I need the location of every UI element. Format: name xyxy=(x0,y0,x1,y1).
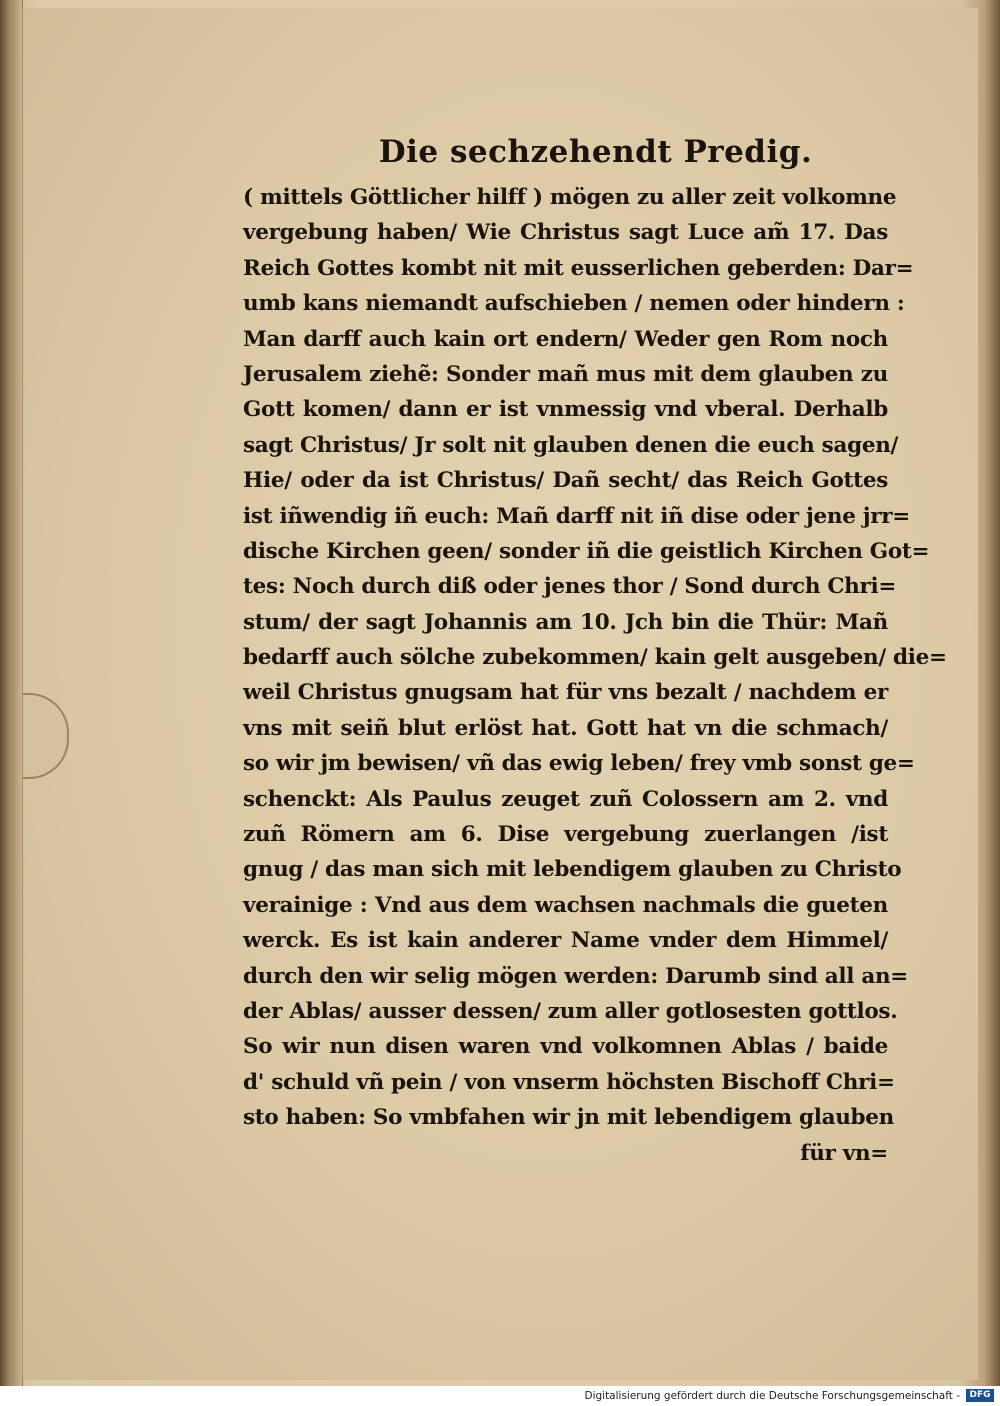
text-line: sto haben: So vmbfahen wir jn mit lebendigem glauben xyxy=(243,1105,894,1131)
text-line: verainige : Vnd aus dem wachsen nachmals die gueten xyxy=(243,892,888,918)
text-line: werck. Es ist kain anderer Name vnder dem Himmel/ xyxy=(243,928,888,954)
text-line: gnug / das man sich mit lebendigem glauben zu Christo xyxy=(243,857,902,883)
text-line: weil Christus gnugsam hat für vns bezalt / nachdem er xyxy=(243,680,888,706)
dfg-logo: DFG xyxy=(966,1389,994,1402)
text-line: stum/ der sagt Johannis am 10. Jch bin die Thür: Mañ xyxy=(243,609,888,635)
text-line: so wir jm bewisen/ vñ das ewig leben/ frey vmb sonst ge= xyxy=(243,751,915,777)
page-title: Die sechzehendt Predig. xyxy=(378,134,813,170)
text-line: durch den wir selig mögen werden: Darumb sind all an= xyxy=(243,963,909,989)
footer-bar xyxy=(0,1386,1000,1406)
text-line: für vn= xyxy=(800,1140,888,1166)
text-line: Hie/ oder da ist Christus/ Dañ secht/ das Reich Gottes xyxy=(243,468,888,494)
text-line: umb kans niemandt aufschieben / nemen oder hindern : xyxy=(243,291,905,317)
text-line: So wir nun disen waren vnd volkomnen Ablas / baide xyxy=(243,1034,888,1060)
text-line: vns mit seiñ blut erlöst hat. Gott hat vn die schmach/ xyxy=(243,715,888,741)
text-line: schenckt: Als Paulus zeuget zuñ Colossern am 2. vnd xyxy=(243,786,888,812)
left-page-edge xyxy=(0,0,23,1386)
page-text-block xyxy=(243,130,947,1171)
text-line: Man darff auch kain ort endern/ Weder gen Rom noch xyxy=(243,326,888,352)
text-line: Reich Gottes kombt nit mit eusserlichen geberden: Dar= xyxy=(243,255,914,281)
page-tab-strip xyxy=(23,693,69,779)
text-line: ist iñwendig iñ euch: Mañ darff nit iñ dise oder jene jrr= xyxy=(243,503,911,529)
text-line: d' schuld vñ pein / von vnserm höchsten Bischoff Chri= xyxy=(243,1069,895,1095)
text-line: ( mittels Göttlicher hilff ) mögen zu aller zeit volkomne xyxy=(243,185,897,210)
text-line: vergebung haben/ Wie Christus sagt Luce am̃ 17. Das xyxy=(243,220,888,246)
text-line: Gott komen/ dann er ist vnmessig vnd vberal. Derhalb xyxy=(243,397,888,423)
text-line: Jerusalem ziehẽ: Sonder mañ mus mit dem glauben zu xyxy=(243,361,888,387)
text-line: zuñ Römern am 6. Dise vergebung zuerlangen /ist xyxy=(243,822,888,848)
text-line: dische Kirchen geen/ sonder iñ die geistlich Kirchen Got= xyxy=(243,538,930,564)
text-line: bedarff auch sölche zubekommen/ kain gelt ausgeben/ die= xyxy=(243,645,947,671)
text-lines xyxy=(243,180,947,1171)
text-line: der Ablas/ ausser dessen/ zum aller gotlosesten gottlos. xyxy=(243,998,898,1024)
footer-credit: Digitalisierung gefördert durch die Deutsche Forschungsgemeinschaft - xyxy=(584,1390,960,1402)
text-line: sagt Christus/ Jr solt nit glauben denen die euch sagen/ xyxy=(243,432,899,458)
text-line: tes: Noch durch diß oder jenes thor / Sond durch Chri= xyxy=(243,574,897,600)
